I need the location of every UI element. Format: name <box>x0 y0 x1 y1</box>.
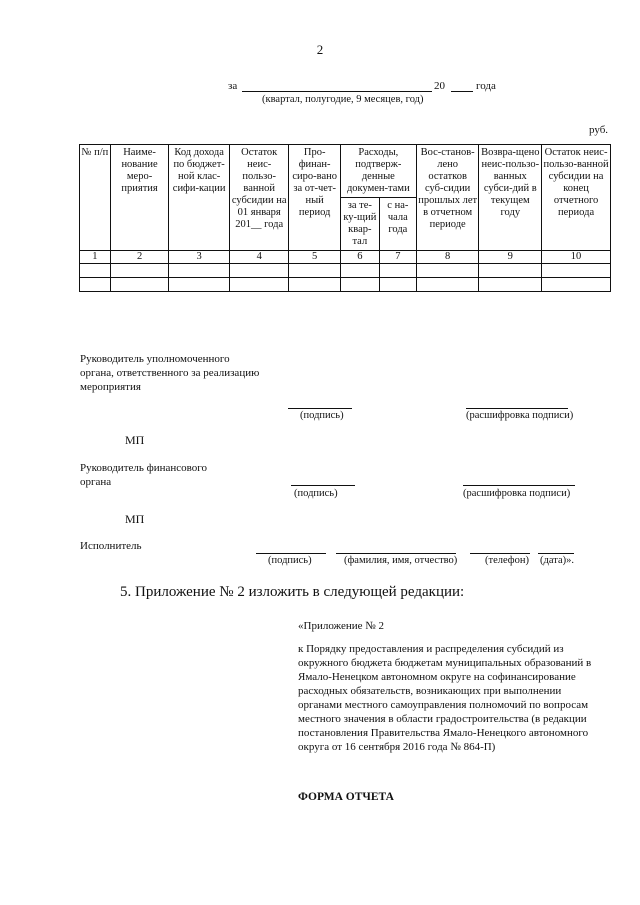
period-note: (квартал, полугодие, 9 месяцев, год) <box>262 94 424 105</box>
executor-phone-line <box>470 553 530 554</box>
header-cell-financed: Про-финан-сиро-вано за от-чет-ный период <box>289 145 340 251</box>
executor-phone-caption: (телефон) <box>485 555 529 566</box>
head-financial-body-label: Руководитель финансового органа <box>80 462 208 488</box>
executor-name-line <box>336 553 456 554</box>
period-blank-line <box>242 91 432 92</box>
executor-label: Исполнитель <box>80 540 142 552</box>
header-cell-event-name: Наиме-нование меро-приятия <box>110 145 169 251</box>
header-cell-income-code: Код дохода по бюджет-ной клас-сифи-кации <box>169 145 230 251</box>
stamp-place-label: МП <box>125 433 145 447</box>
executor-date-line <box>538 553 574 554</box>
column-number: 7 <box>379 251 416 264</box>
signature-decoding-line <box>463 485 575 486</box>
table-row <box>80 264 611 278</box>
section-5-heading: 5. Приложение № 2 изложить в следующей редакции: <box>120 584 465 600</box>
page-number: 2 <box>316 42 324 57</box>
period-year-blank-line <box>451 91 473 92</box>
signature-line <box>288 408 352 409</box>
column-number: 5 <box>289 251 340 264</box>
header-cell-year-to-date: с на-чала года <box>379 198 416 251</box>
executor-signature-line <box>256 553 326 554</box>
signature-caption: (подпись) <box>300 410 344 421</box>
signature-decoding-line <box>466 408 568 409</box>
period-year-suffix: года <box>476 80 496 92</box>
header-cell-restored-balances: Вос-станов-лено остатков суб-сидии прошлых лет в отчетном периоде <box>416 145 479 251</box>
signature-line <box>291 485 355 486</box>
column-number: 8 <box>416 251 479 264</box>
period-prefix: за <box>228 80 238 92</box>
column-number: 10 <box>542 251 611 264</box>
period-year-prefix: 20 <box>434 80 445 92</box>
executor-signature-caption: (подпись) <box>268 555 312 566</box>
header-cell-confirmed-expenses: Расходы, подтверж-денные докумен-тами <box>340 145 416 198</box>
report-table <box>79 144 611 292</box>
currency-label: руб. <box>589 124 609 136</box>
annex-body: к Порядку предоставления и распределения субсидий из окружного бюджета бюджетам муниципальных образований в Ямало-Ненецком автономном округе на софинансирование расходных обязательств, возникающих при выполнении органами местного самоуправления полномочий по вопросам местного значения в области градостроительства (в редакции постановления Правительства Ямало-Ненецкого автономного округа от 16 сентября 2016 года № 864-П) <box>298 643 592 753</box>
stamp-place-label: МП <box>125 512 145 526</box>
signature-decoding-caption: (расшифровка подписи) <box>463 488 571 499</box>
head-authorized-body-label: Руководитель уполномоченного органа, ответственного за реализацию мероприятия <box>80 353 260 393</box>
executor-name-caption: (фамилия, имя, отчество) <box>344 555 458 566</box>
header-cell-number: № п/п <box>80 145 111 251</box>
table-row <box>80 278 611 292</box>
column-number: 3 <box>169 251 230 264</box>
column-number: 4 <box>229 251 289 264</box>
signature-decoding-caption: (расшифровка подписи) <box>466 410 574 421</box>
column-number: 1 <box>80 251 111 264</box>
column-number: 6 <box>340 251 379 264</box>
header-cell-closing-balance: Остаток неис-пользо-ванной субсидии на конец отчетного периода <box>542 145 611 251</box>
header-cell-opening-balance: Остаток неис-пользо-ванной субсидии на 01 января 201__ года <box>229 145 289 251</box>
form-title: ФОРМА ОТЧЕТА <box>298 791 394 803</box>
signature-caption: (подпись) <box>294 488 338 499</box>
executor-date-caption: (дата)». <box>540 555 574 566</box>
header-cell-current-quarter: за те-ку-щий квар-тал <box>340 198 379 251</box>
annex-title: «Приложение № 2 <box>298 620 385 632</box>
column-number: 9 <box>479 251 542 264</box>
column-number: 2 <box>110 251 169 264</box>
header-cell-returned-subsidies: Возвра-щено неис-пользо-ванных субси-дий в текущем году <box>479 145 542 251</box>
